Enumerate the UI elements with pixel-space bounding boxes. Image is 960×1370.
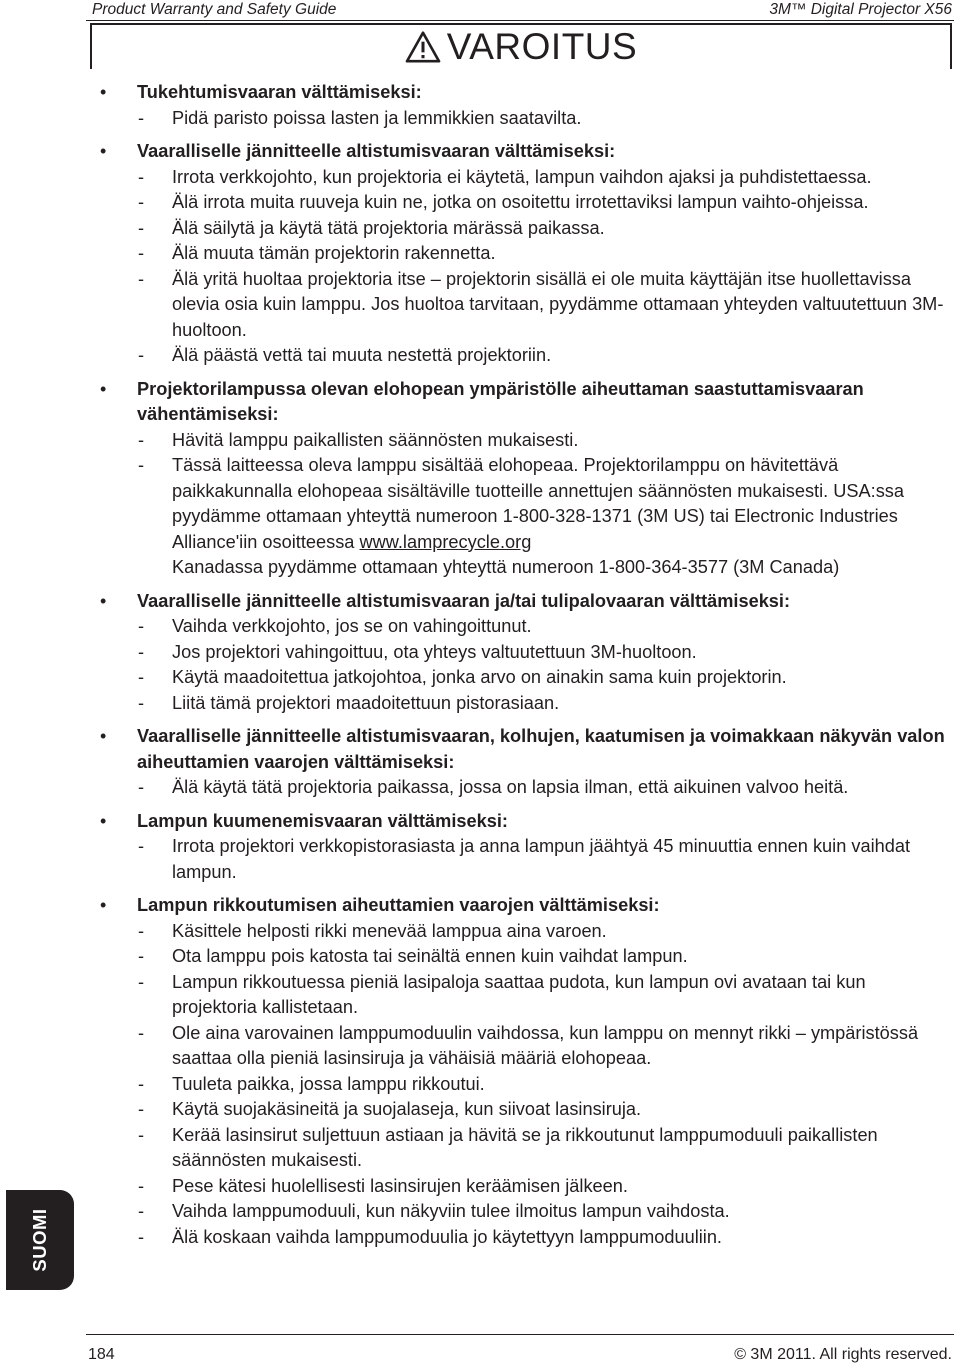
- section-title: Vaaralliselle jännitteelle altistumisvaaran välttämiseksi:: [137, 141, 616, 161]
- mercury-text: Tässä laitteessa oleva lamppu sisältää elohopeaa. Projektorilamppu on hävitettävä paikkakunnalla elohopeaa sisältäville tuotteille annettujen säännösten mukaisesti. USA:ssa pyydämme ottamaan yhteyttä numeroon 1-800-328-1371 (3M US) tai Electronic Industries Alliance'iin osoitteessa: [172, 455, 904, 552]
- list-item: - Älä muuta tämän projektorin rakennetta.: [138, 243, 496, 263]
- list-item: - Pidä paristo poissa lasten ja lemmikkien saatavilta.: [138, 107, 582, 128]
- list-item: - Älä koskaan vaihda lamppumoduulia jo käytettyyn lamppumoduuliin.: [138, 1226, 722, 1247]
- list-item: - Käytä maadoitettua jatkojohtoa, jonka arvo on ainakin sama kuin projektorin.: [138, 667, 787, 687]
- header-product-name: 3M™ Digital Projector X56: [769, 1, 952, 18]
- section-title: Lampun rikkoutumisen aiheuttamien vaarojen välttämiseksi:: [137, 895, 660, 915]
- list-item: - Irrota projektori verkkopistorasiasta ja anna lampun jäähtyä 45 minuuttia ennen kuin vaihdat lampun.: [138, 836, 911, 882]
- list-item: - Älä päästä vettä tai muuta nestettä projektoriin.: [138, 345, 552, 365]
- list-item: - Käytä suojakäsineitä ja suojalaseja, kun siivoat lasinsiruja.: [138, 1099, 642, 1119]
- warning-triangle-icon: [405, 31, 441, 63]
- bullet-icon: •: [100, 378, 107, 399]
- warning-title: VAROITUS: [446, 26, 638, 67]
- warning-box: [90, 23, 952, 69]
- list-item: - Ole aina varovainen lamppumoduulin vaihdossa, kun lamppu on mennyt rikki – ympäristössä saattaa olla pieniä lasinsiruja ja vähäisiä määriä elohopeaa.: [138, 1022, 919, 1068]
- section-title: Projektorilampussa olevan elohopean ympäristölle aiheuttaman saastuttamisvaaran vähentämiseksi:: [137, 378, 864, 424]
- list-item: - Jos projektori vahingoittuu, ota yhteys valtuutettuun 3M-huoltoon.: [138, 641, 697, 662]
- language-tab: [6, 1190, 74, 1290]
- item-text: Älä yritä huoltaa projektoria itse – projektorin sisällä ei ole muita käyttäjän itse huollettavissa olevia osia kuin lamppu. Jos huoltoa tarvitaan, pyydämme ottamaan yhteyden valtuutettuun 3M-huoltoon.: [172, 268, 944, 340]
- canada-contact-text: Kanadassa pyydämme ottamaan yhteyttä numeroon 1-800-364-3577 (3M Canada): [172, 557, 840, 577]
- item-text: Älä säilytä ja käytä tätä projektoria märässä paikassa.: [172, 217, 605, 238]
- bullet-icon: •: [100, 590, 107, 611]
- item-text: Vaihda verkkojohto, jos se on vahingoittunut.: [172, 616, 532, 636]
- warning-section: [100, 139, 950, 369]
- lamprecycle-link[interactable]: www.lamprecycle.org: [359, 531, 532, 552]
- list-item: - Ota lamppu pois katosta tai seinältä ennen kuin vaihdat lampun.: [138, 946, 688, 966]
- header-rule: [86, 20, 954, 21]
- page-number: 184: [88, 1346, 115, 1363]
- item-text: Älä päästä vettä tai muuta nestettä projektoriin.: [172, 345, 552, 365]
- list-item: - Älä yritä huoltaa projektoria itse – projektorin sisällä ei ole muita käyttäjän itse huollettavissa olevia osia kuin lamppu. Jos huoltoa tarvitaan, pyydämme ottamaan yhteyden valtuutettuun 3M-huoltoon.: [138, 268, 944, 340]
- item-text: Älä koskaan vaihda lamppumoduulia jo käytettyyn lamppumoduuliin.: [172, 1226, 722, 1247]
- warning-section: [100, 589, 950, 717]
- list-item: - Pese kätesi huolellisesti lasinsirujen keräämisen jälkeen.: [138, 1175, 628, 1196]
- list-item: - Älä irrota muita ruuveja kuin ne, jotka on osoitettu irrotettaviksi lampun vaihto-ohjeissa.: [138, 192, 869, 212]
- section-title: Vaaralliselle jännitteelle altistumisvaaran, kolhujen, kaatumisen ja voimakkaan näkyvän valon aiheuttamien vaarojen välttämiseksi:: [137, 726, 945, 772]
- section-title: Vaaralliselle jännitteelle altistumisvaaran ja/tai tulipalovaaran välttämiseksi:: [137, 590, 791, 611]
- list-item: - Älä käytä tätä projektoria paikassa, jossa on lapsia ilman, että aikuinen valvoo heitä.: [138, 777, 849, 797]
- list-item: - Liitä tämä projektori maadoitettuun pistorasiaan.: [138, 692, 560, 713]
- list-item: - Vaihda lamppumoduuli, kun näkyviin tulee ilmoitus lampun vaihdosta.: [138, 1201, 730, 1221]
- item-text: Tuuleta paikka, jossa lamppu rikkoutui.: [172, 1073, 485, 1094]
- item-text: Hävitä lamppu paikallisten säännösten mukaisesti.: [172, 429, 579, 450]
- list-item: - Käsittele helposti rikki menevää lamppua aina varoen.: [138, 920, 607, 941]
- header-guide-title: Product Warranty and Safety Guide: [92, 1, 337, 18]
- bullet-icon: •: [100, 141, 107, 161]
- footer-rule: [86, 1334, 954, 1335]
- list-item: - Älä säilytä ja käytä tätä projektoria märässä paikassa.: [138, 217, 605, 238]
- list-item: - Vaihda verkkojohto, jos se on vahingoittunut.: [138, 616, 532, 636]
- item-text: Irrota verkkojohto, kun projektoria ei käytetä, lampun vaihdon ajaksi ja puhdistettaessa.: [172, 166, 872, 187]
- item-text: Ole aina varovainen lamppumoduulin vaihdossa, kun lamppu on mennyt rikki – ympäristössä saattaa olla pieniä lasinsiruja ja vähäisiä määriä elohopeaa.: [172, 1022, 919, 1068]
- warning-content: [100, 80, 950, 1258]
- warning-heading: [92, 25, 950, 69]
- warning-section: [100, 809, 950, 886]
- item-text: Älä muuta tämän projektorin rakennetta.: [172, 243, 496, 263]
- item-text: Kerää lasinsirut suljettuun astiaan ja hävitä se ja rikkoutunut lamppumoduuli paikallisten säännösten mukaisesti.: [172, 1124, 878, 1170]
- item-text: Käytä maadoitettua jatkojohtoa, jonka arvo on ainakin sama kuin projektorin.: [172, 667, 787, 687]
- item-text: Älä irrota muita ruuveja kuin ne, jotka on osoitettu irrotettaviksi lampun vaihto-ohjeissa.: [172, 192, 869, 212]
- section-title: Lampun kuumenemisvaaran välttämiseksi:: [137, 810, 508, 831]
- bullet-icon: •: [100, 895, 107, 915]
- section-title: Tukehtumisvaaran välttämiseksi:: [137, 82, 422, 102]
- list-item: - Irrota verkkojohto, kun projektoria ei käytetä, lampun vaihdon ajaksi ja puhdistettaessa.: [138, 166, 872, 187]
- list-item: - Hävitä lamppu paikallisten säännösten mukaisesti.: [138, 429, 579, 450]
- warning-section: [100, 377, 950, 581]
- copyright: © 3M 2011. All rights reserved.: [734, 1346, 952, 1363]
- item-text: Pidä paristo poissa lasten ja lemmikkien saatavilta.: [172, 107, 582, 128]
- warning-section: [100, 724, 950, 801]
- warning-section: [100, 80, 950, 131]
- list-item: - Lampun rikkoutuessa pieniä lasipaloja saattaa pudota, kun lampun ovi avataan tai kun projektoria kallistetaan.: [138, 971, 866, 1017]
- item-text: Liitä tämä projektori maadoitettuun pistorasiaan.: [172, 692, 560, 713]
- item-text: Käsittele helposti rikki menevää lamppua aina varoen.: [172, 920, 607, 941]
- item-text: Lampun rikkoutuessa pieniä lasipaloja saattaa pudota, kun lampun ovi avataan tai kun projektoria kallistetaan.: [172, 971, 866, 1017]
- item-text: Ota lamppu pois katosta tai seinältä ennen kuin vaihdat lampun.: [172, 946, 688, 966]
- item-text: Vaihda lamppumoduuli, kun näkyviin tulee ilmoitus lampun vaihdosta.: [172, 1201, 730, 1221]
- item-text: Pese kätesi huolellisesti lasinsirujen keräämisen jälkeen.: [172, 1175, 628, 1196]
- bullet-icon: •: [100, 810, 107, 831]
- list-item: - Kerää lasinsirut suljettuun astiaan ja hävitä se ja rikkoutunut lamppumoduuli paikallisten säännösten mukaisesti.: [138, 1124, 878, 1170]
- bullet-icon: •: [100, 726, 107, 746]
- item-text: Irrota projektori verkkopistorasiasta ja anna lampun jäähtyä 45 minuuttia ennen kuin vaihdat lampun.: [172, 836, 911, 882]
- list-item: - Tuuleta paikka, jossa lamppu rikkoutui.: [138, 1073, 485, 1094]
- language-tab-label: SUOMI: [29, 1208, 50, 1272]
- item-text: Jos projektori vahingoittuu, ota yhteys valtuutettuun 3M-huoltoon.: [172, 641, 697, 662]
- bullet-icon: •: [100, 82, 107, 102]
- warning-section: [100, 893, 950, 1250]
- item-text: Älä käytä tätä projektoria paikassa, jossa on lapsia ilman, että aikuinen valvoo heitä.: [172, 777, 849, 797]
- item-text: Käytä suojakäsineitä ja suojalaseja, kun siivoat lasinsiruja.: [172, 1099, 642, 1119]
- list-item: - Tässä laitteessa oleva lamppu sisältää elohopeaa. Projektorilamppu on hävitettävä paikkakunnalla elohopeaa sisältäville tuotteille annettujen säännösten mukaisesti. USA:ssa pyydämme ottamaan yhteyttä numeroon 1-800-328-1371 (3M US) tai Electronic Industries Alliance'iin osoitteessa www.lamprecycle.org Kanadassa pyydämme ottamaan yhteyttä numeroon 1-800-364-3577 (3M Canada): [138, 455, 904, 577]
